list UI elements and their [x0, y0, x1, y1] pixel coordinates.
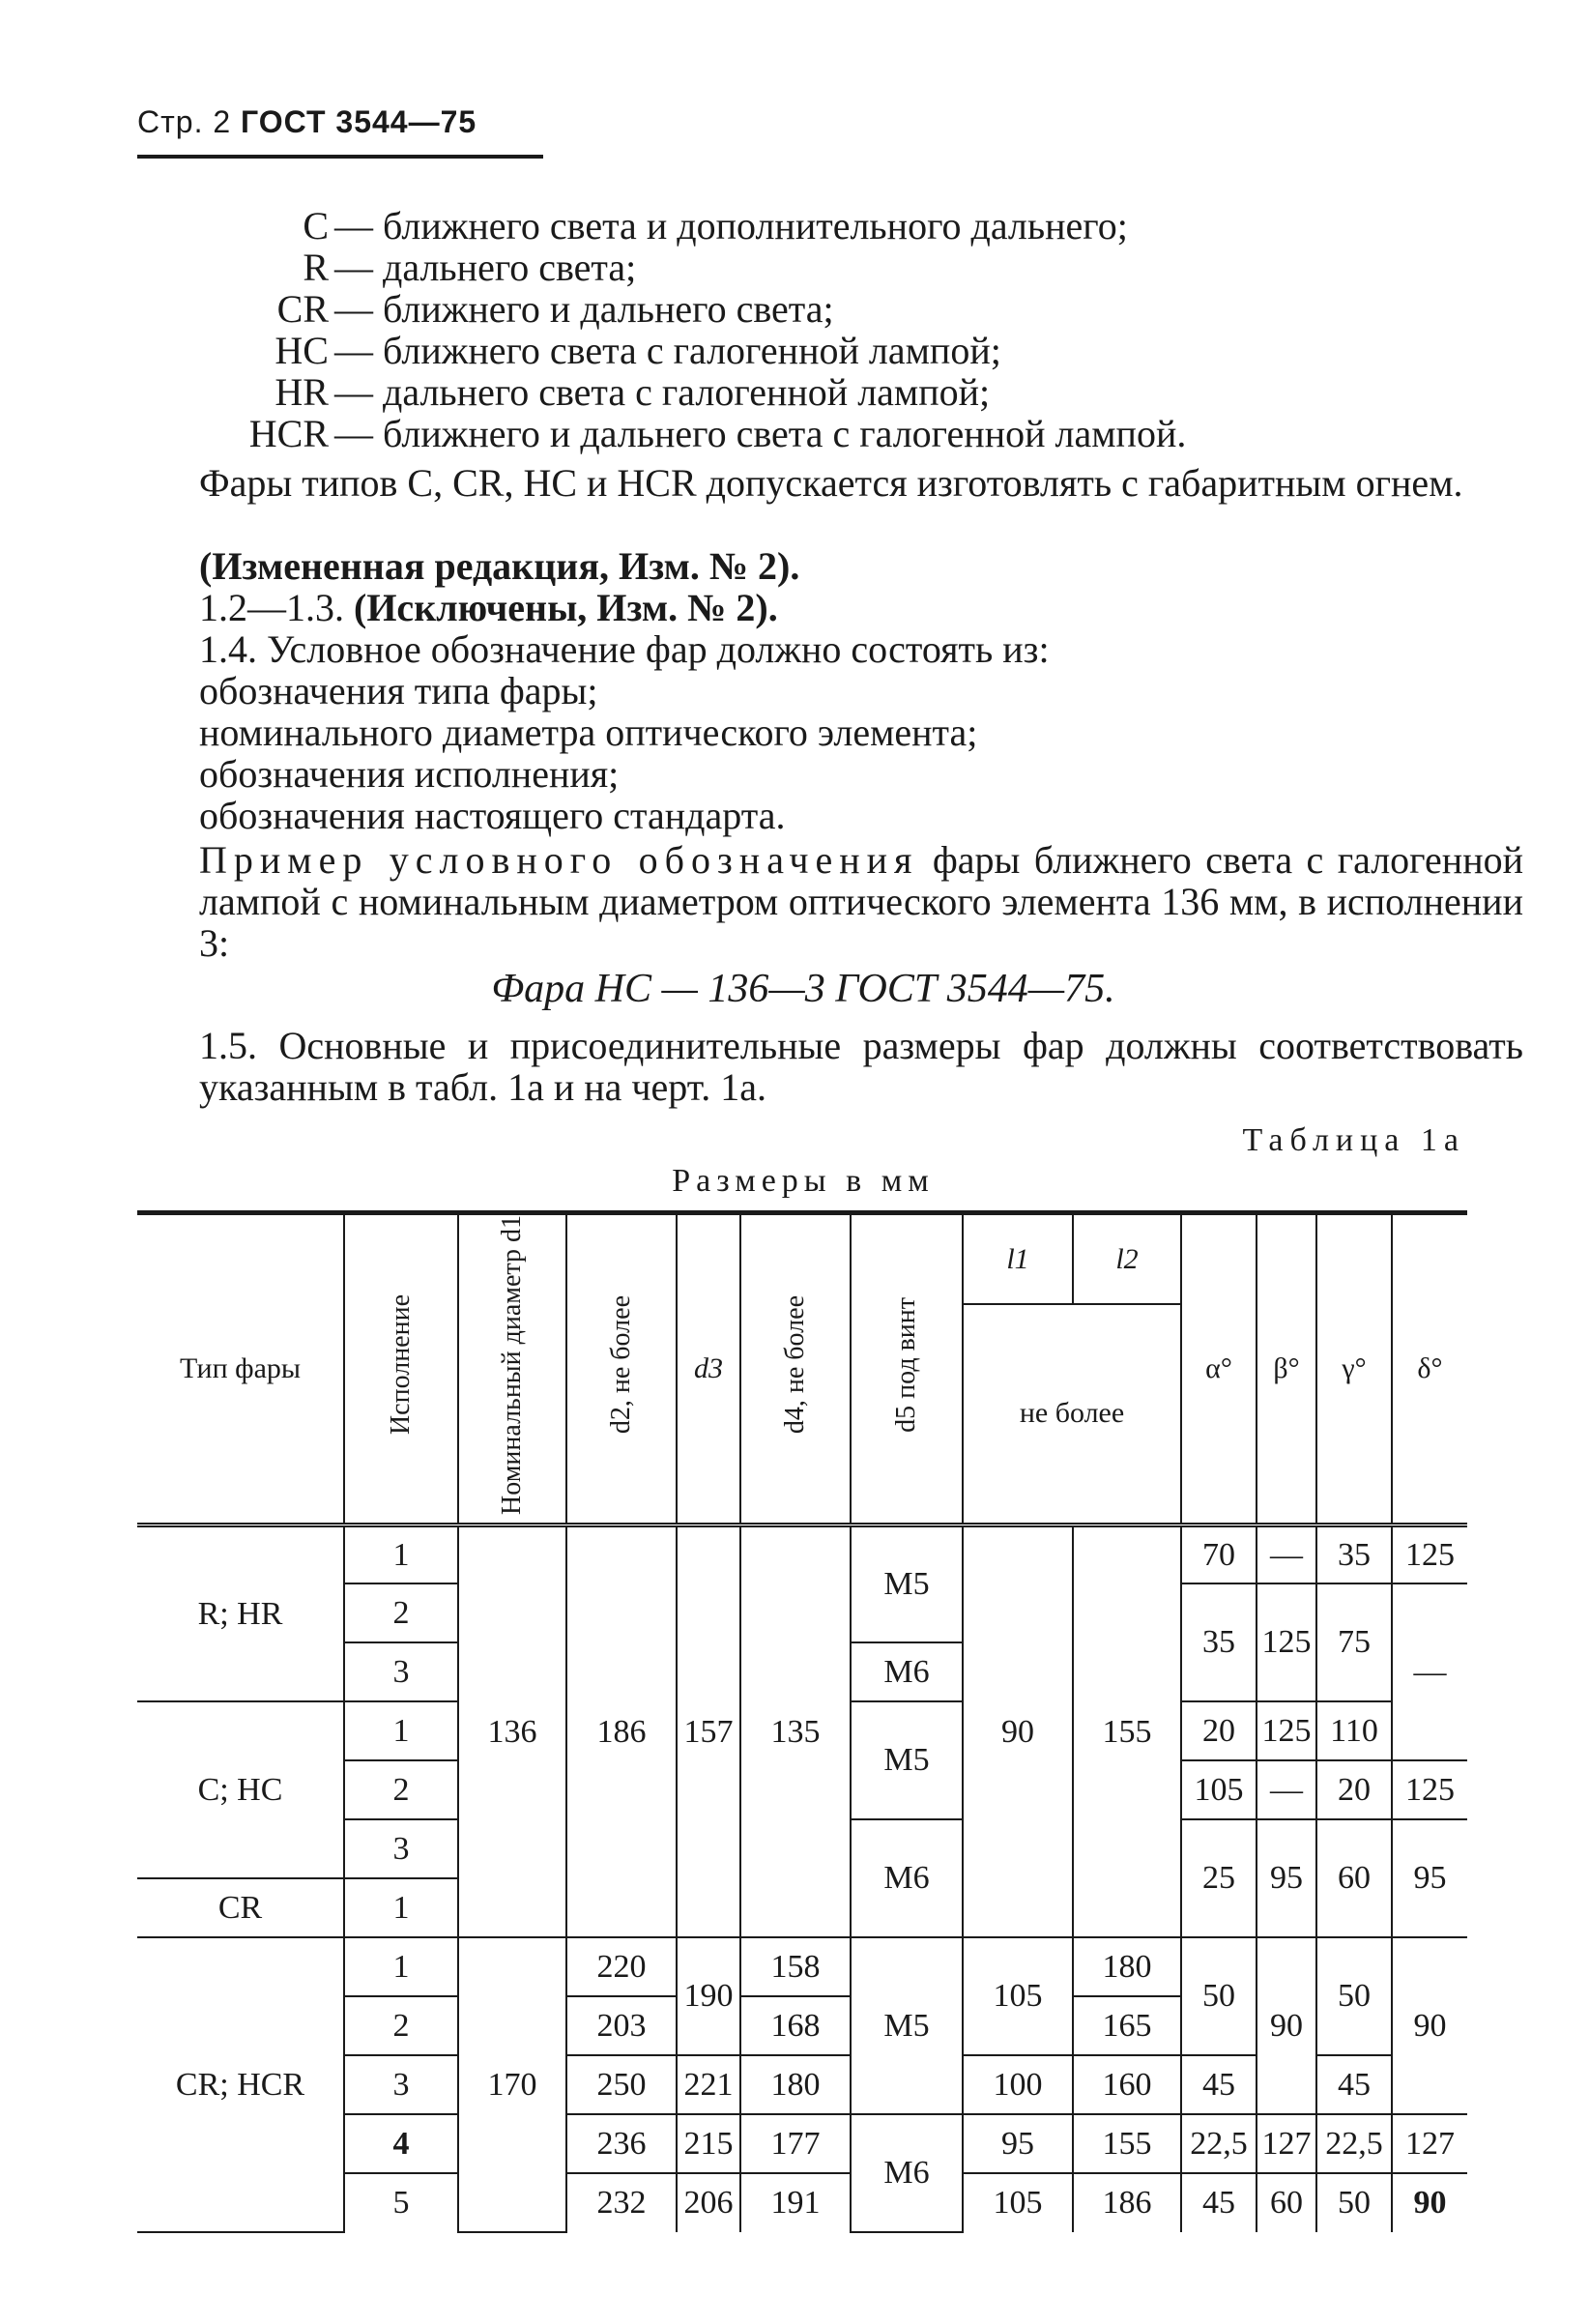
header-d4: d4, не более: [740, 1213, 851, 1525]
type-item: НR — дальнего света с галогенной лампой;: [274, 370, 991, 414]
header-d5: d5 под винт: [851, 1213, 963, 1525]
clause-1-4: 1.4. Условное обозначение фар должно состоять из:: [199, 627, 1050, 671]
type-item: НС — ближнего света с галогенной лампой;: [274, 329, 1001, 372]
list-item: обозначения исполнения;: [199, 752, 620, 796]
header-beta: β°: [1257, 1213, 1316, 1525]
table-row: 2 105 — 20 125: [137, 1760, 1467, 1819]
table-row: CR; HCR 1 170 220 190 158 М5 105 180 50 90 50 90: [137, 1937, 1467, 1996]
table-units: Размеры в мм: [672, 1163, 935, 1199]
header-d1: Номинальный диаметр d1: [458, 1213, 566, 1525]
table-row: 3 250 221 180 100 160 45 45: [137, 2055, 1467, 2114]
table-row: 3 М6 25 95 60 95: [137, 1819, 1467, 1878]
d1-cell: 136: [458, 1525, 566, 1937]
type-item: НСR — ближнего и дальнего света с галогенной лампой.: [248, 412, 1187, 455]
list-item: обозначения типа фары;: [199, 669, 598, 712]
amendment-note: (Измененная редакция, Изм. № 2).: [199, 544, 800, 588]
example-designation: Фара НС — 136—3 ГОСТ 3544—75.: [491, 967, 1115, 1011]
table-row: 2 35 125 75 —: [137, 1583, 1467, 1642]
clause-1-5: 1.5. Основные и присоединительные размеры фар должны соответствовать указанным в табл. 1а и на черт. 1а.: [199, 1024, 1523, 1109]
type-item: СR — ближнего и дальнего света;: [276, 287, 834, 331]
header-d2: d2, не более: [566, 1213, 677, 1525]
header-alpha: α°: [1181, 1213, 1257, 1525]
table-row: CR 1: [137, 1878, 1467, 1937]
header-gamma: γ°: [1316, 1213, 1392, 1525]
standard-number: ГОСТ 3544—75: [241, 104, 477, 139]
header-delta: δ°: [1392, 1213, 1467, 1525]
header-exec: Исполнение: [344, 1213, 458, 1525]
list-item: номинального диаметра оптического элемента;: [199, 711, 978, 754]
table-row: 4 236 215 177 М6 95 155 22,5 127 22,5 127: [137, 2114, 1467, 2173]
d1-cell: 170: [458, 1937, 566, 2232]
header-type: Тип фары: [137, 1213, 344, 1525]
list-item: обозначения настоящего стандарта.: [199, 794, 786, 837]
header-rule: [137, 155, 543, 159]
table-row: R; HR 1 136 186 157 135 М5 90 155 70 — 35 125: [137, 1525, 1467, 1583]
header-l1: l1: [963, 1213, 1073, 1305]
header-not-more: не более: [963, 1304, 1181, 1525]
page-number: Стр. 2: [137, 104, 232, 139]
dimensions-table: [137, 1210, 1467, 2233]
example-paragraph: Пример условного обозначения фары ближнего света с галогенной лампой с номинальным диаметром оптического элемента 136 мм, в исполнении 3:: [199, 838, 1524, 965]
table-label: Таблица 1а: [1242, 1122, 1465, 1158]
paragraph-gabarit: Фары типов С, CR, НС и НСR допускается изготовлять с габаритным огнем.: [199, 461, 1463, 505]
table-row: С; НС 1 М5 20 125 110: [137, 1701, 1467, 1760]
type-item: R — дальнего света;: [303, 246, 637, 289]
table-row: 3 М6: [137, 1642, 1467, 1701]
headlamp-type-list: [155, 205, 1186, 454]
type-cell: С; НС: [137, 1701, 344, 1878]
header-l2: l2: [1073, 1213, 1181, 1305]
type-cell: CR: [137, 1878, 344, 1937]
type-cell: R; HR: [137, 1525, 344, 1701]
header-d3: d3: [677, 1213, 740, 1525]
clause-1-2: 1.2—1.3. (Исключены, Изм. № 2).: [199, 586, 778, 629]
table-row: 5 232 206 191 105 186 45 60 50 90: [137, 2173, 1467, 2232]
table-row: 2 203 168 165: [137, 1996, 1467, 2055]
type-cell: CR; HCR: [137, 1937, 344, 2232]
type-item: С — ближнего света и дополнительного дальнего;: [303, 204, 1128, 247]
page-header: [137, 104, 477, 140]
